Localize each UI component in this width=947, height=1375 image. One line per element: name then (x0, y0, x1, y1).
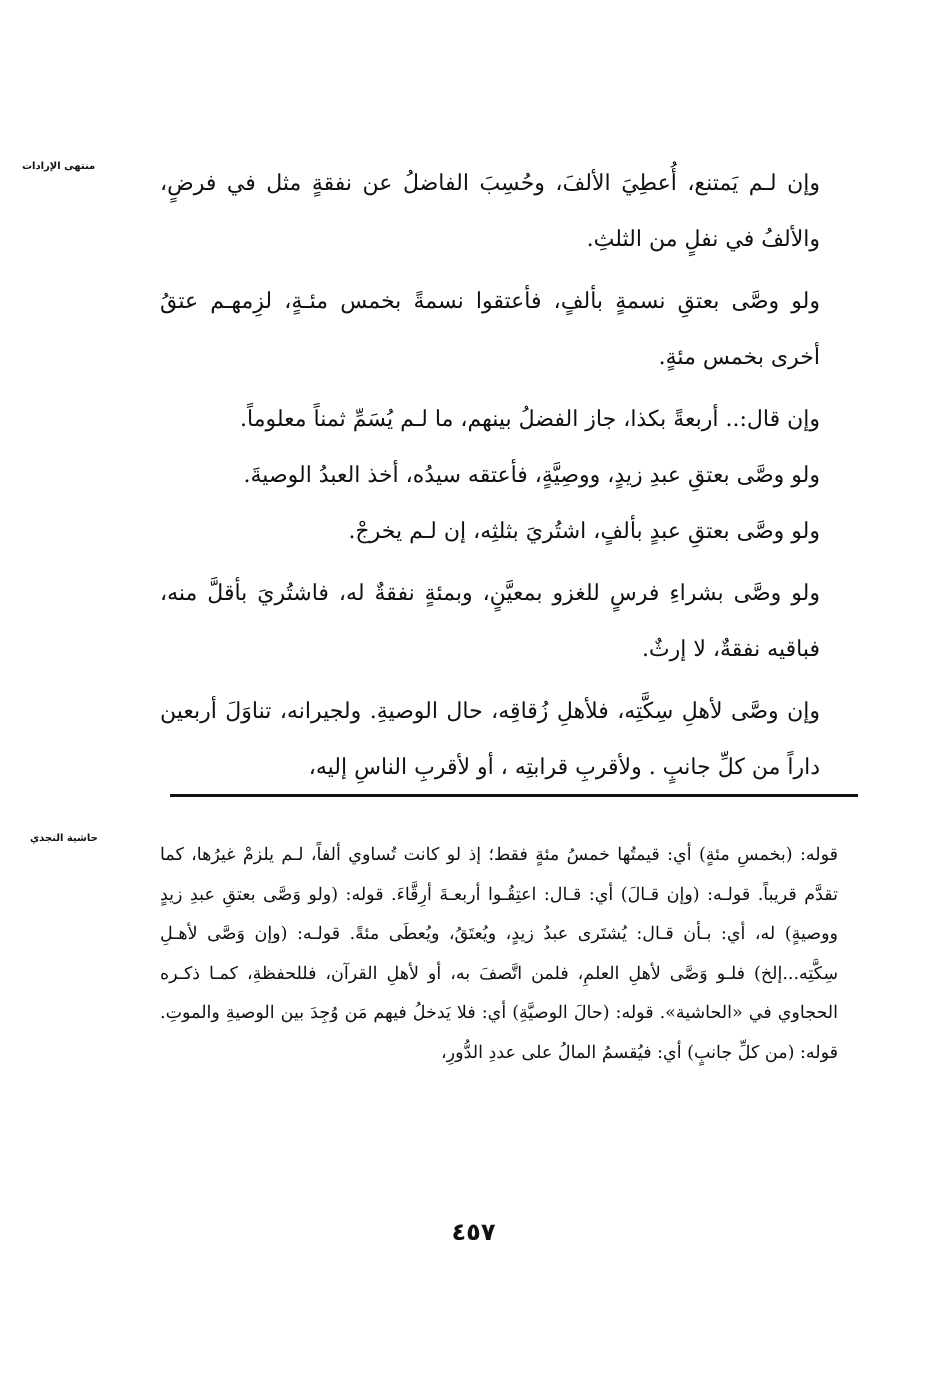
paragraph: وإن وصَّى لأهلِ سِكَّتِه، فلأهلِ زُقاقِه، حال الوصيةِ. ولجيرانه، تناوَلَ أربعين داراً من كلِّ جانبٍ . ولأقربِ قرابتِه ، أو لأقربِ الناسِ إليه، (160, 699, 820, 780)
footnote-text (160, 836, 838, 1073)
paragraph: وإن قال:.. أربعةً بكذا، جاز الفضلُ بينهم، ما لـم يُسَمِّ ثمناً معلوماً. (240, 407, 820, 432)
footnote-paragraph: قوله: (بخمسِ مئةٍ) أي: قيمتُها خمسُ مئةٍ فقط؛ إذ لو كانت تُساوي ألفاً، لـم يلزمْ غيرُها، كما تقدَّم قريباً. قولـه: (وإن قـالَ) أي: قـال: اعتِقُـوا أربعـةَ أرِقَّاءَ. قوله: (ولو وَصَّى بعتقِ عبدِ زيدٍ ووصيةٍ) له، أي: بـأن قـال: يُشتَرى عبدُ زيدٍ، ويُعتَقُ، ويُعطَى مئةً. قولـه: (وإن وَصَّى لأهـلِ سِكَّتِه...إلخ) فلـو وَصَّى لأهلِ العلمِ، فلمن اتَّصفَ به، أو لأهلِ القرآن، فللحفظةِ، كمـا ذكـره الحجاوي في «الحاشية». قوله: (حالَ الوصيَّةِ) أي: فلا يَدخلُ فيهم مَن وُجِدَ بين الوصيةِ والموتِ. قوله: (من كلِّ جانبٍ) أي: فيُقسمُ المالُ على عددِ الدُّورِ، (160, 845, 838, 1063)
page-number: ٤٥٧ (451, 1218, 496, 1246)
paragraph: ولو وصَّى بعتقِ عبدٍ بألفٍ، اشتُريَ بثلثِه، إن لـم يخرجْ. (348, 519, 820, 544)
paragraph: ولو وصَّى بعتقِ عبدِ زيدٍ، ووصِيَّةٍ، فأعتقه سيدُه، أخذ العبدُ الوصيةَ. (243, 463, 820, 488)
paragraph: ولو وصَّى بعتقِ نسمةٍ بألفٍ، فأعتقوا نسمةً بخمس مئـةٍ، لزِمهـم عتقُ أخرى بخمس مئةٍ. (160, 289, 820, 370)
footnote-book-title: حاشية النجدي (30, 833, 98, 844)
main-text (160, 156, 820, 796)
paragraph: وإن لـم يَمتنع، أُعطِيَ الألفَ، وحُسِبَ الفاضلُ عن نفقةٍ مثل في فرضٍ، والألفُ في نفلٍ من الثلثِ. (160, 171, 820, 252)
header-book-title: منتهى الإرادات (22, 161, 96, 172)
footnote-separator (170, 794, 858, 797)
paragraph: ولو وصَّى بشراءِ فرسٍ للغزو بمعيَّنٍ، وبمئةٍ نفقةٌ له، فاشتُريَ بأقلَّ منه، فباقيه نفقةٌ، لا إرثٌ. (160, 581, 820, 662)
